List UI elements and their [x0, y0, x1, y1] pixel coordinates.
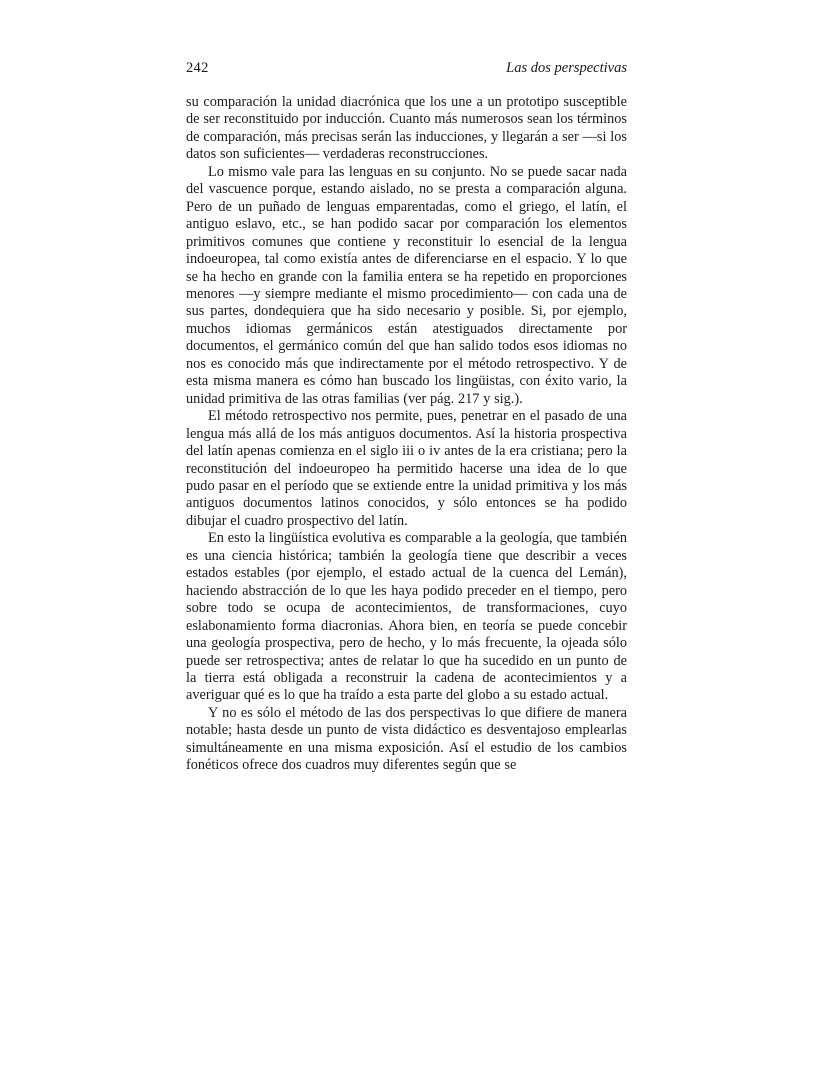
page-header	[186, 60, 627, 77]
paragraph: Y no es sólo el método de las dos perspectivas lo que difiere de manera notable; hasta desde un punto de vista didáctico es desventajoso emplearlas simultáneamente en una misma exposición. Así el estudio de los cambios fonéticos ofrece dos cuadros muy diferentes según que se	[186, 704, 627, 774]
running-title: Las dos perspectivas	[506, 60, 627, 76]
page-number: 242	[186, 60, 209, 76]
body-text	[186, 94, 627, 775]
paragraph: El método retrospectivo nos permite, pues, penetrar en el pasado de una lengua más allá de los más antiguos documentos. Así la historia prospectiva del latín apenas comienza en el siglo iii o iv antes de la era cristiana; pero la reconstitución del indoeuropeo ha permitido hacerse una idea de lo que pudo pasar en el período que se extiende entre la unidad primitiva y los más antiguos documentos latinos conocidos, y sólo entonces se ha podido dibujar el cuadro prospectivo del latín.	[186, 408, 627, 529]
paragraph: En esto la lingüística evolutiva es comparable a la geología, que también es una ciencia histórica; también la geología tiene que describir a veces estados estables (por ejemplo, el estado actual de la cuenca del Lemán), haciendo abstracción de lo que les haya podido preceder en el tiempo, pero sobre todo se ocupa de acontecimientos, de transformaciones, cuyo eslabonamiento forma diacronias. Ahora bien, en teoría se puede concebir una geología prospectiva, pero de hecho, y lo más frecuente, la ojeada sólo puede ser retrospectiva; antes de relatar lo que ha sucedido en un punto de la tierra está obligada a reconstruir la cadena de acontecimientos y a averiguar qué es lo que ha traído a esta parte del globo a su estado actual.	[186, 530, 627, 704]
text-block	[186, 60, 627, 775]
paragraph-continuation: su comparación la unidad diacrónica que los une a un prototipo susceptible de ser reconstituido por inducción. Cuanto más numerosos sean los términos de comparación, más precisas serán las inducciones, y llegarán a ser —si los datos son suficientes— verdaderas reconstrucciones.	[186, 94, 627, 163]
paragraph: Lo mismo vale para las lenguas en su conjunto. No se puede sacar nada del vascuence porque, estando aislado, no se presta a comparación alguna. Pero de un puñado de lenguas emparentadas, como el griego, el latín, el antiguo eslavo, etc., se han podido sacar por comparación los elementos primitivos comunes que contiene y reconstituir lo esencial de la lengua indoeuropea, tal como existía antes de diferenciarse en el espacio. Y lo que se ha hecho en grande con la familia entera se ha repetido en proporciones menores —y siempre mediante el mismo procedimiento— con cada una de sus partes, dondequiera que ha sido necesario y posible. Si, por ejemplo, muchos idiomas germánicos están atestiguados directamente por documentos, el germánico común del que han salido todos esos idiomas no nos es conocido más que indirectamente por el método retrospectivo. Y de esta misma manera es cómo han buscado los lingüistas, con éxito vario, la unidad primitiva de las otras familias (ver pág. 217 y sig.).	[186, 163, 627, 407]
